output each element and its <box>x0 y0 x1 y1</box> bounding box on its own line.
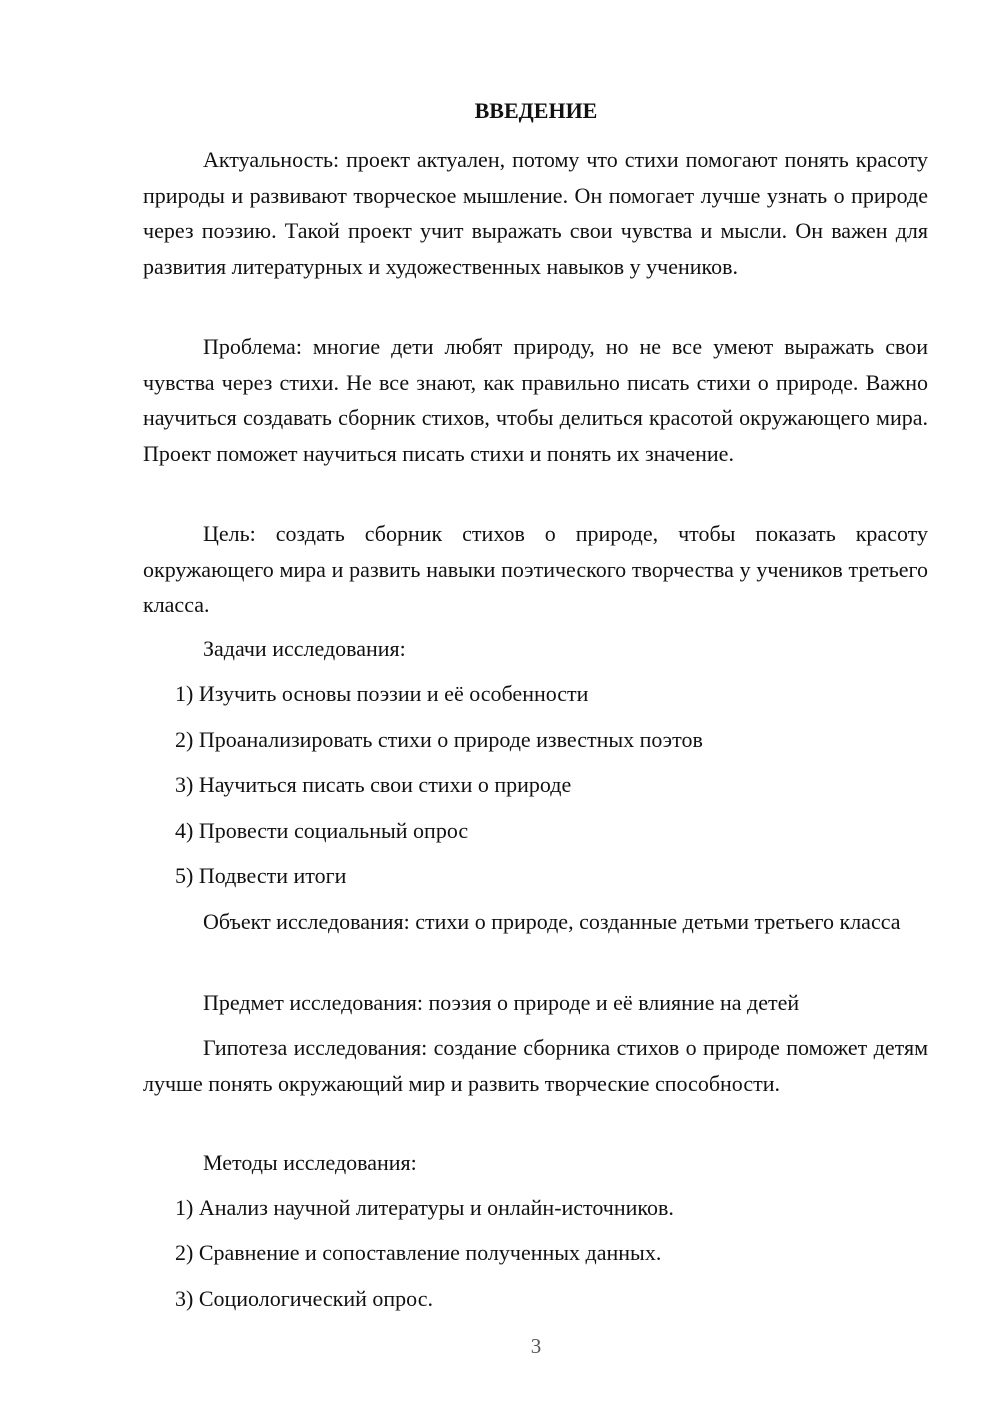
method-item-1: 1) Анализ научной литературы и онлайн-источников. <box>175 1195 674 1220</box>
object-paragraph: Объект исследования: стихи о природе, созданные детьми третьего класса <box>203 909 901 934</box>
goal-paragraph: Цель: создать сборник стихов о природе, чтобы показать красоту окружающего мира и развить навыки поэтического творчества у учеников третьего класса. <box>143 521 928 617</box>
subject-paragraph: Предмет исследования: поэзия о природе и её влияние на детей <box>203 990 800 1015</box>
page-title: ВВЕДЕНИЕ <box>474 98 598 123</box>
task-item-5: 5) Подвести итоги <box>175 863 347 888</box>
problem-paragraph: Проблема: многие дети любят природу, но не все умеют выражать свои чувства через стихи. Не все знают, как правильно писать стихи о природе. Важно научиться создавать сборник стихов, чтобы делиться красотой окружающего мира. Проект поможет научиться писать стихи и понять их значение. <box>143 334 928 466</box>
tasks-heading: Задачи исследования: <box>203 636 406 661</box>
task-item-2: 2) Проанализировать стихи о природе известных поэтов <box>175 727 703 752</box>
method-item-3: 3) Социологический опрос. <box>175 1286 433 1311</box>
page-number: 3 <box>530 1334 542 1358</box>
task-item-4: 4) Провести социальный опрос <box>175 818 469 843</box>
task-item-3: 3) Научиться писать свои стихи о природе <box>175 772 572 797</box>
hypothesis-paragraph: Гипотеза исследования: создание сборника стихов о природе поможет детям лучше понять окружающий мир и развить творческие способности. <box>143 1035 928 1096</box>
task-item-1: 1) Изучить основы поэзии и её особенности <box>175 681 589 706</box>
method-item-2: 2) Сравнение и сопоставление полученных данных. <box>175 1240 662 1265</box>
relevance-paragraph: Актуальность: проект актуален, потому что стихи помогают понять красоту природы и развивают творческое мышление. Он помогает лучше узнать о природе через поэзию. Такой проект учит выражать свои чувства и мысли. Он важен для развития литературных и художественных навыков у учеников. <box>143 147 928 279</box>
methods-heading: Методы исследования: <box>203 1150 417 1175</box>
